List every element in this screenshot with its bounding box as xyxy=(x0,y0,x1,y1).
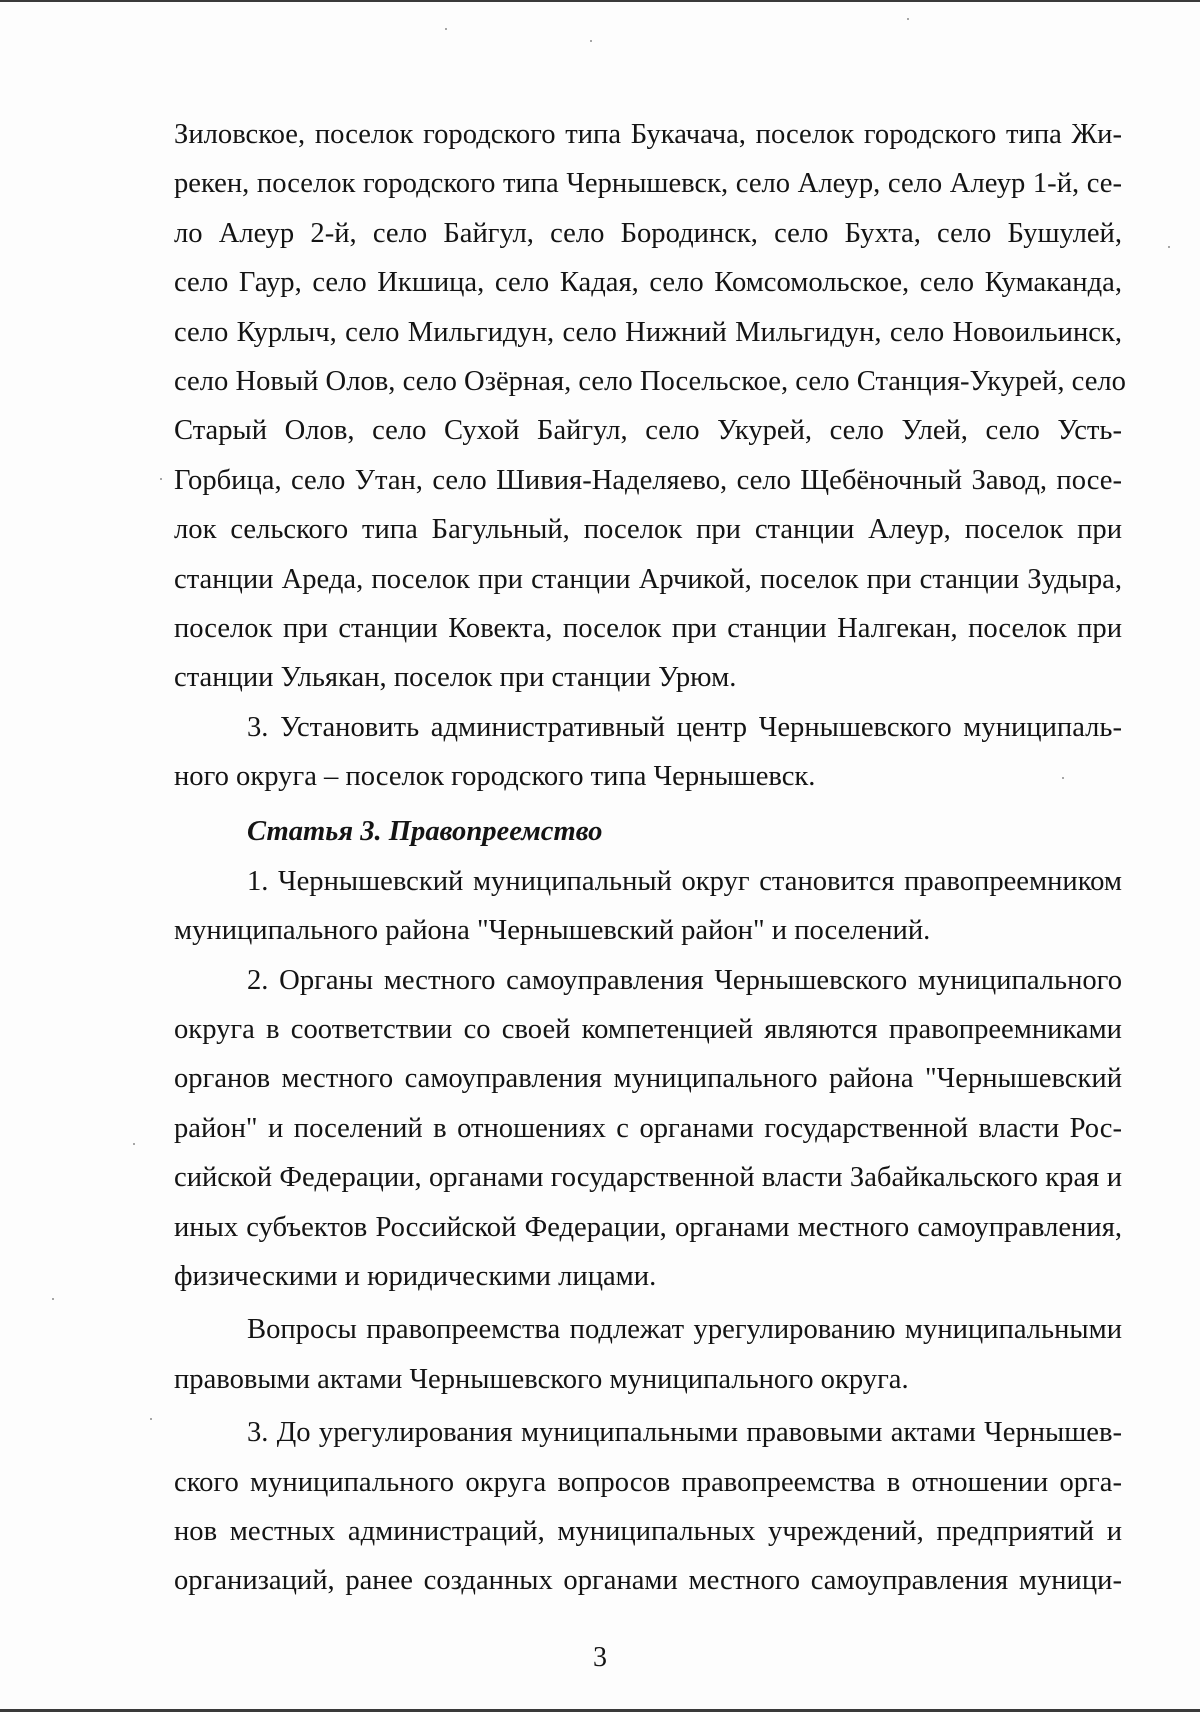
body-line: сийской Федерации, органами государственной власти Забайкальского края и xyxy=(174,1162,1122,1194)
body-line: лок сельского типа Багульный, поселок при станции Алеур, поселок при xyxy=(174,514,1122,546)
body-line: ло Алеур 2-й, село Байгул, село Бородинск, село Бухта, село Бушулей, xyxy=(174,217,1122,249)
scan-speck xyxy=(52,1298,54,1300)
body-line: село Новый Олов, село Озёрная, село Посельское, село Станция-Укурей, село xyxy=(174,365,1126,397)
body-line: органов местного самоуправления муниципального района "Чернышевский xyxy=(174,1063,1122,1095)
body-line: станции Ареда, поселок при станции Арчикой, поселок при станции Зудыра, xyxy=(174,563,1122,595)
body-line: иных субъектов Российской Федерации, органами местного самоуправления, xyxy=(174,1211,1122,1243)
body-line: муниципального района "Чернышевский район" и поселений. xyxy=(174,915,931,947)
scan-speck xyxy=(133,1143,135,1145)
body-line: Зиловское, поселок городского типа Букачача, поселок городского типа Жи- xyxy=(174,119,1122,150)
paragraph-first-line: 1. Чернышевский муниципальный округ становится правопреемником xyxy=(247,865,1122,897)
body-line: Горбица, село Утан, село Шивия-Наделяево, село Щебёночный Завод, посе- xyxy=(174,464,1122,496)
body-line: организаций, ранее созданных органами местного самоуправления муници- xyxy=(174,1565,1122,1597)
scan-speck xyxy=(160,478,162,480)
scan-speck xyxy=(150,1418,152,1420)
body-line: станции Ульякан, поселок при станции Урюм. xyxy=(174,662,737,694)
body-line: округа в соответствии со своей компетенцией являются правопреемниками xyxy=(174,1014,1122,1046)
document-body xyxy=(174,110,1126,1606)
body-line: район" и поселений в отношениях с органами государственной власти Рос- xyxy=(174,1112,1122,1144)
scan-speck xyxy=(590,40,592,42)
body-line: правовыми актами Чернышевского муниципального округа. xyxy=(174,1363,909,1395)
body-line: Старый Олов, село Сухой Байгул, село Укурей, село Улей, село Усть- xyxy=(174,415,1122,447)
page-number: 3 xyxy=(593,1642,607,1673)
scan-top-edge xyxy=(0,0,1200,2)
paragraph-first-line: 2. Органы местного самоуправления Чернышевского муниципального xyxy=(247,964,1122,996)
body-line: нов местных администраций, муниципальных учреждений, предприятий и xyxy=(174,1515,1122,1547)
scan-speck xyxy=(445,28,447,30)
body-line: физическими и юридическими лицами. xyxy=(174,1260,657,1292)
body-line: поселок при станции Ковекта, поселок при станции Налгекан, поселок при xyxy=(174,612,1122,644)
scan-speck xyxy=(907,18,909,20)
paragraph-first-line: Вопросы правопреемства подлежат урегулированию муниципальными xyxy=(247,1314,1122,1346)
scan-speck xyxy=(1168,246,1170,248)
body-line: ного округа – поселок городского типа Чернышевск. xyxy=(174,761,816,793)
article-heading: Статья 3. Правопреемство xyxy=(247,816,603,848)
paragraph-first-line: 3. Установить административный центр Чернышевского муниципаль- xyxy=(247,711,1122,743)
body-line: село Гаур, село Икшица, село Кадая, село Комсомольское, село Кумаканда, xyxy=(174,267,1122,299)
body-line: село Курлыч, село Мильгидун, село Нижний Мильгидун, село Новоильинск, xyxy=(174,316,1122,348)
scan-speck xyxy=(1062,777,1064,779)
body-line: ского муниципального округа вопросов правопреемства в отношении орга- xyxy=(174,1466,1122,1498)
body-line: рекен, поселок городского типа Чернышевск, село Алеур, село Алеур 1-й, се- xyxy=(174,168,1122,200)
paragraph-first-line: 3. До урегулирования муниципальными правовыми актами Чернышев- xyxy=(247,1417,1122,1449)
